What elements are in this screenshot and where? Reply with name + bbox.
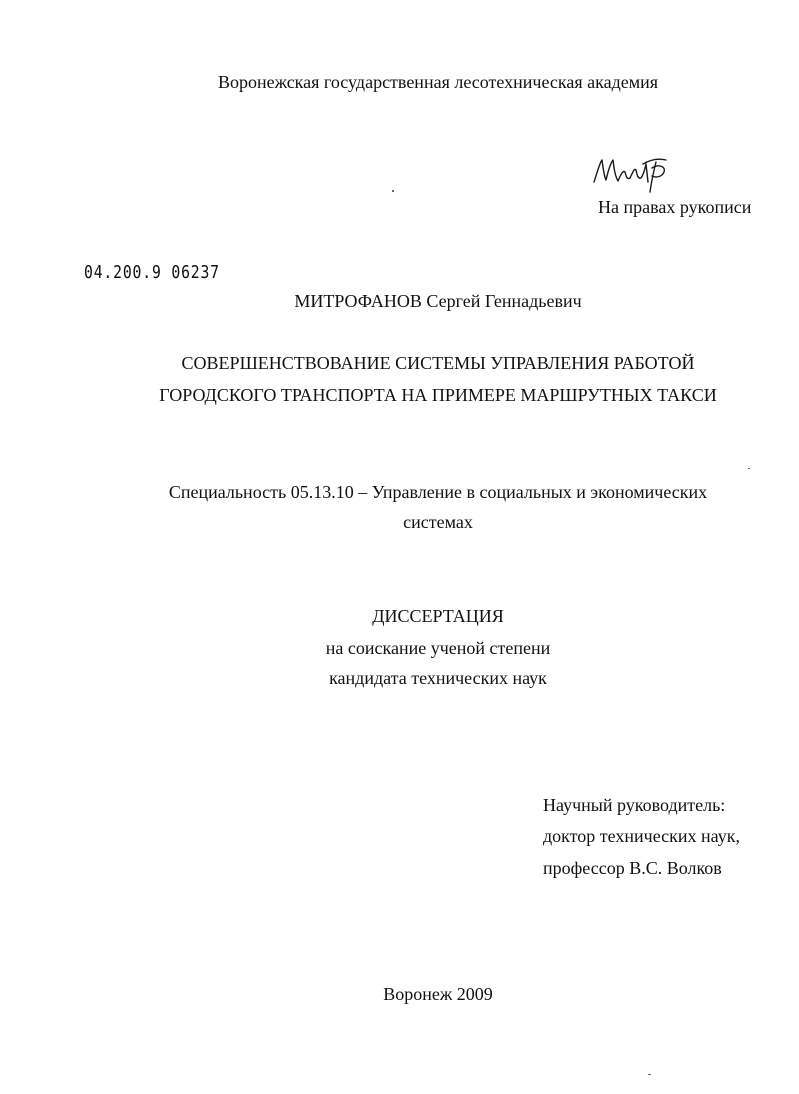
degree-line-1: на соискание ученой степени xyxy=(325,638,551,658)
signature-image xyxy=(588,148,678,196)
manuscript-note: На правах рукописи xyxy=(598,197,752,217)
supervisor-label: Научный руководитель: xyxy=(543,795,726,815)
scan-speck xyxy=(748,468,750,469)
author-name: МИТРОФАНОВ Сергей Геннадьевич xyxy=(294,291,582,311)
scan-speck xyxy=(392,190,394,192)
scan-speck xyxy=(648,1074,651,1075)
title-line-2: ГОРОДСКОГО ТРАНСПОРТА НА ПРИМЕРЕ МАРШРУТНЫХ ТАКСИ xyxy=(159,385,717,405)
specialty-line-1: Специальность 05.13.10 – Управление в социальных и экономических xyxy=(168,482,708,502)
degree-line-2: кандидата технических наук xyxy=(329,668,547,688)
supervisor-title: доктор технических наук, xyxy=(543,826,740,846)
registry-number: 04.200.9 06237 xyxy=(84,262,220,283)
city-year: Воронеж 2009 xyxy=(383,984,493,1004)
title-line-1: СОВЕРШЕНСТВОВАНИЕ СИСТЕМЫ УПРАВЛЕНИЯ РАБОТОЙ xyxy=(181,353,695,373)
document-type: ДИССЕРТАЦИЯ xyxy=(372,606,504,626)
specialty-line-2: системах xyxy=(403,512,473,532)
supervisor-name: профессор В.С. Волков xyxy=(543,858,722,878)
institution-name: Воронежская государственная лесотехническая академия xyxy=(217,72,659,92)
